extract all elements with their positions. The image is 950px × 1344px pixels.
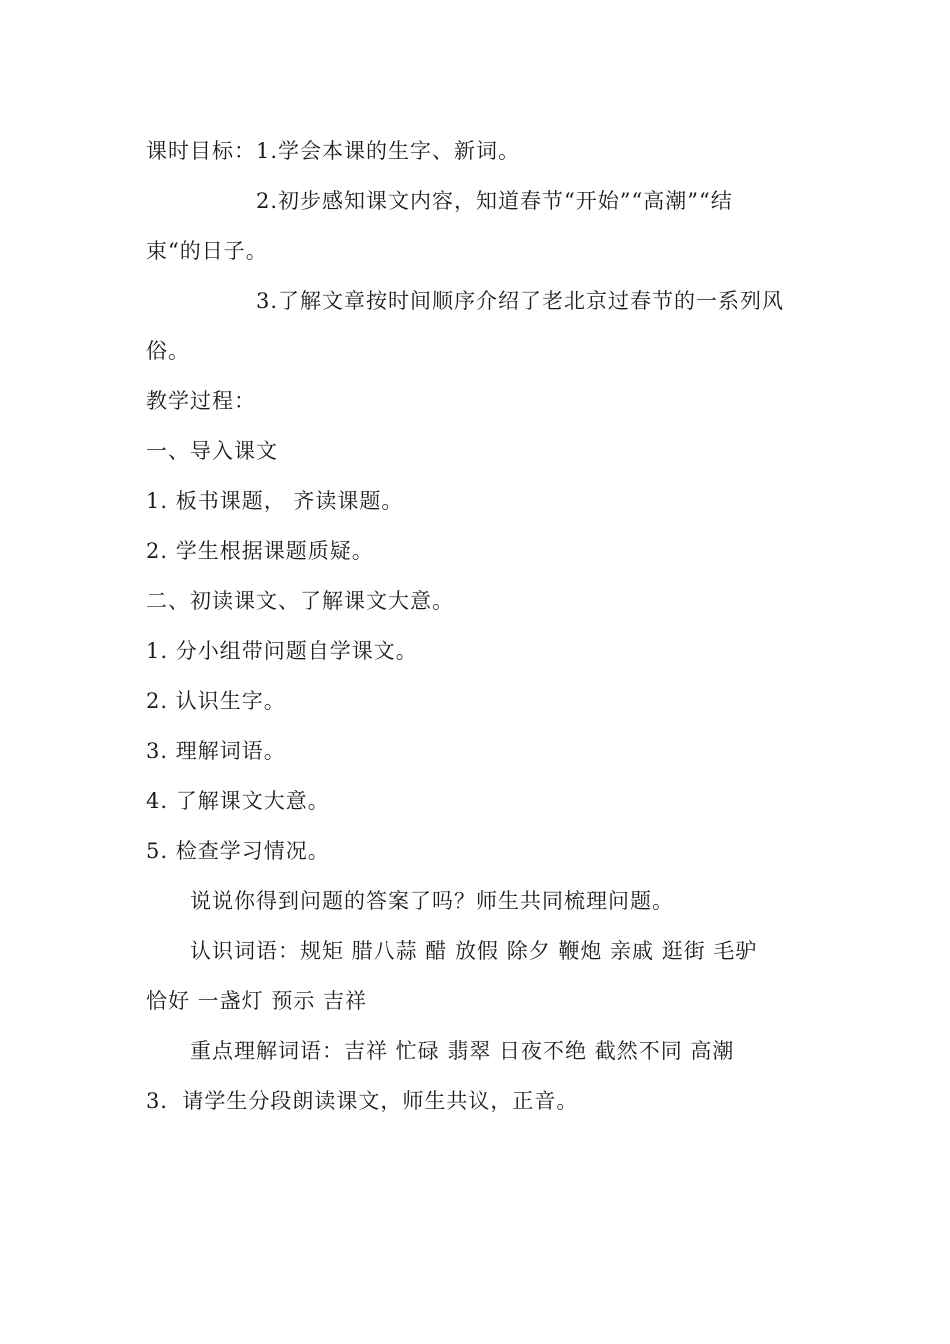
section-2-item-3: 3. 理解词语。 [146, 739, 286, 763]
section-1-item-1: 1. 板书课题， 齐读课题。 [146, 489, 404, 513]
section-2-read-aloud-item: 3．请学生分段朗读课文，师生共议，正音。 [146, 1089, 579, 1113]
section-1-heading: 一、导入课文 [146, 439, 278, 463]
objectives-line-3-continued: 俗。 [146, 339, 190, 363]
objectives-line-2-continued: 束“的日子。 [146, 239, 268, 263]
process-heading: 教学过程： [146, 389, 256, 413]
vocab-line: 认识词语：规矩 腊八蒜 醋 放假 除夕 鞭炮 亲戚 逛街 毛驴 [190, 939, 758, 963]
section-1-item-2: 2. 学生根据课题质疑。 [146, 539, 374, 563]
section-2-item-4: 4. 了解课文大意。 [146, 789, 330, 813]
section-2-item-5: 5. 检查学习情况。 [146, 839, 330, 863]
objectives-line-2: 2.初步感知课文内容，知道春节“开始”“高潮”“结 [256, 189, 733, 213]
objectives-line-1: 课时目标：1.学会本课的生字、新词。 [146, 139, 521, 163]
key-vocab-line: 重点理解词语：吉祥 忙碌 翡翠 日夜不绝 截然不同 高潮 [190, 1039, 735, 1063]
section-2-item-2: 2. 认识生字。 [146, 689, 286, 713]
vocab-line-continued: 恰好 一盏灯 预示 吉祥 [146, 989, 368, 1013]
objectives-line-3: 3.了解文章按时间顺序介绍了老北京过春节的一系列风 [256, 289, 785, 313]
section-2-heading: 二、初读课文、了解课文大意。 [146, 589, 454, 613]
section-2-item-1: 1. 分小组带问题自学课文。 [146, 639, 418, 663]
answers-note: 说说你得到问题的答案了吗？师生共同梳理问题。 [190, 889, 674, 913]
